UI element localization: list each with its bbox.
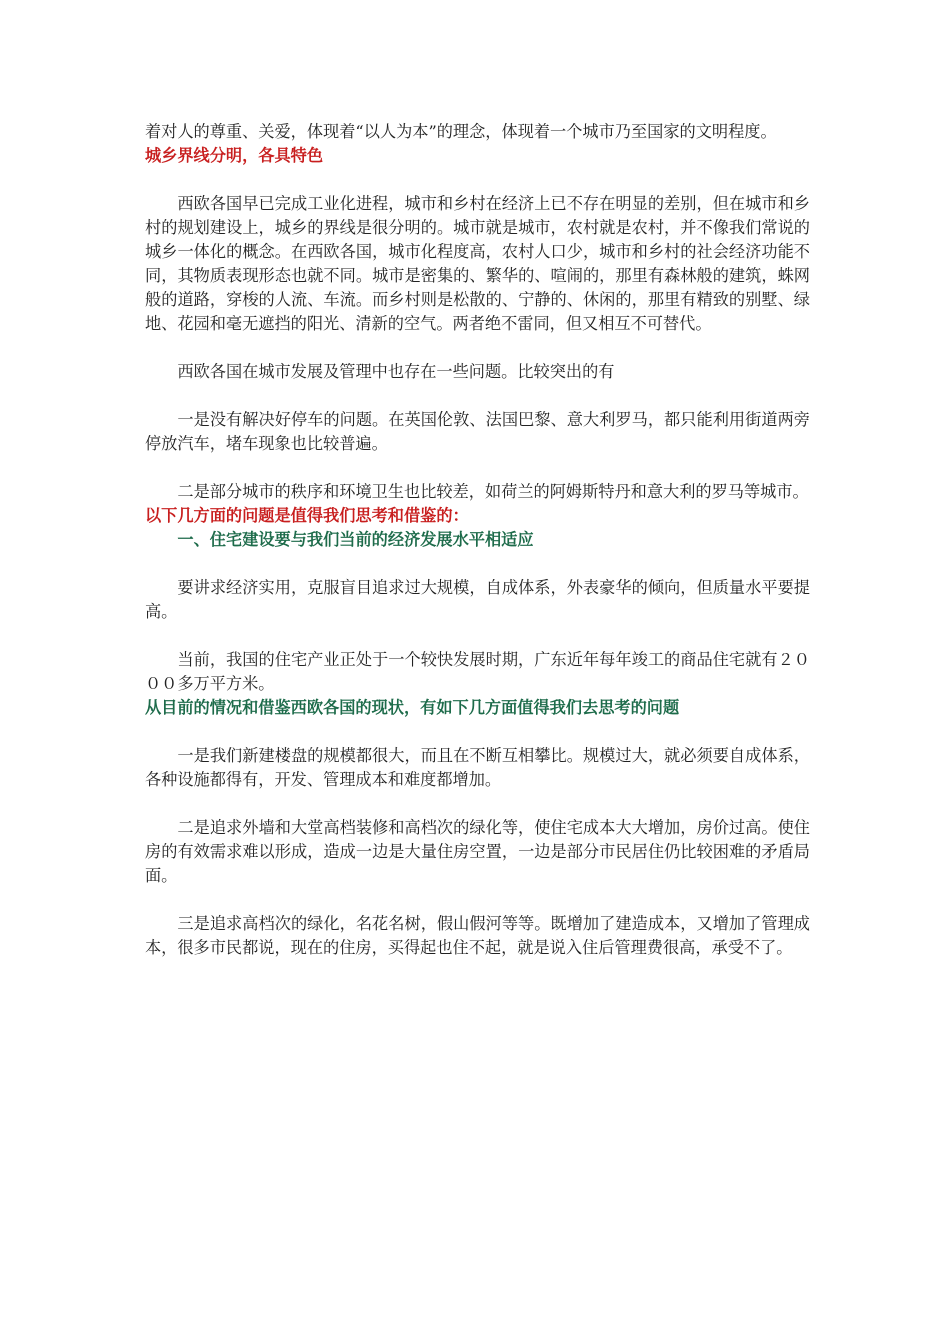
intro-tail-paragraph: 着对人的尊重、关爱，体现着“以人为本”的理念，体现着一个城市乃至国家的文明程度。 xyxy=(145,122,777,141)
paragraph-problems-intro: 西欧各国在城市发展及管理中也存在一些问题。比较突出的有 xyxy=(177,362,615,381)
heading-city-rural: 城乡界线分明，各具特色 xyxy=(145,146,324,165)
paragraph-city-rural: 西欧各国早已完成工业化进程，城市和乡村在经济上已不存在明显的差别，但在城市和乡村的规划建设上，城乡的界线是很分明的。城市就是城市，农村就是农村，并不像我们常说的城乡一体化的概念。在西欧各国，城市化程度高，农村人口少，城市和乡村的社会经济功能不同，其物质表现形态也就不同。城市是密集的、繁华的、喧闹的，那里有森林般的建筑，蛛网般的道路，穿梭的人流、车流。而乡村则是松散的、宁静的、休闲的，那里有精致的别墅、绿地、花园和毫无遮挡的阳光、清新的空气。两者绝不雷同，但又相互不可替代。 xyxy=(145,194,810,333)
paragraph-problem-parking: 一是没有解决好停车的问题。在英国伦敦、法国巴黎、意大利罗马，都只能利用街道两旁停放汽车，堵车现象也比较普遍。 xyxy=(145,410,810,453)
paragraph-problem-order: 二是部分城市的秩序和环境卫生也比较差，如荷兰的阿姆斯特丹和意大利的罗马等城市。 xyxy=(177,482,809,501)
paragraph-current-scale: 一是我们新建楼盘的规模都很大，而且在不断互相攀比。规模过大，就必须要自成体系，各种设施都得有，开发、管理成本和难度都增加。 xyxy=(145,746,810,789)
heading-housing: 一、住宅建设要与我们当前的经济发展水平相适应 xyxy=(177,530,534,549)
paragraph-housing-practical: 要讲求经济实用，克服盲目追求过大规模，自成体系，外表豪华的倾向，但质量水平要提高。 xyxy=(145,578,810,621)
paragraph-current-decoration: 二是追求外墙和大堂高档装修和高档次的绿化等，使住宅成本大大增加，房价过高。使住房的有效需求难以形成，造成一边是大量住房空置，一边是部分市民居住仍比较困难的矛盾局面。 xyxy=(145,818,810,885)
paragraph-current-greening: 三是追求高档次的绿化，名花名树，假山假河等等。既增加了建造成本，又增加了管理成本，很多市民都说，现在的住房，买得起也住不起，就是说入住后管理费很高，承受不了。 xyxy=(145,914,810,957)
heading-current-situation: 从目前的情况和借鉴西欧各国的现状，有如下几方面值得我们去思考的问题 xyxy=(145,698,680,717)
paragraph-housing-output: 当前，我国的住宅产业正处于一个较快发展时期，广东近年每年竣工的商品住宅就有２０００多万平方米。 xyxy=(145,650,810,693)
heading-lessons: 以下几方面的问题是值得我们思考和借鉴的： xyxy=(145,506,469,525)
document-page xyxy=(145,120,810,960)
